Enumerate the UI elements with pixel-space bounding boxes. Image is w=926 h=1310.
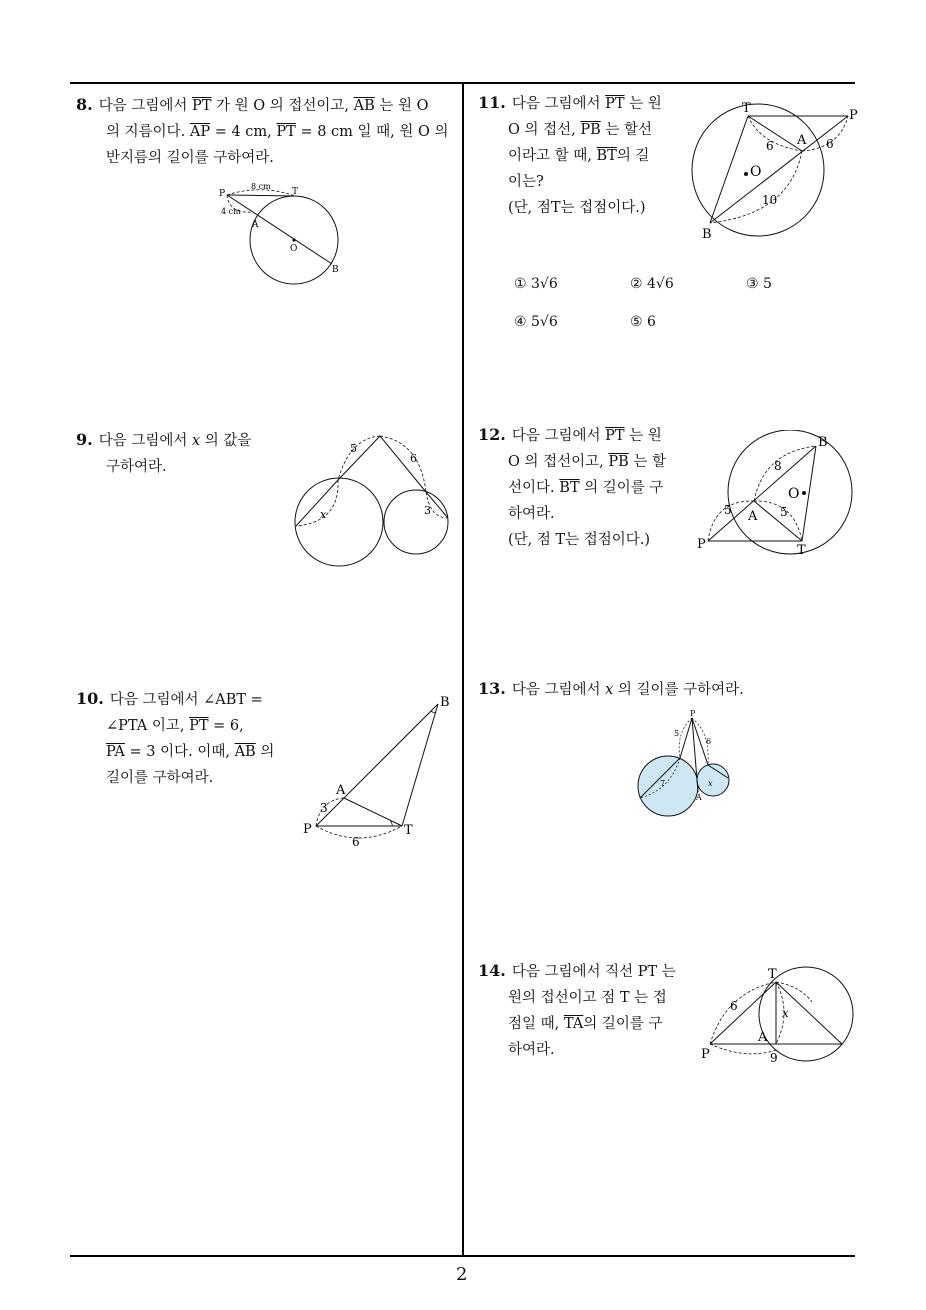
problem-8-line-1: 8. 다음 그림에서 $\overline{PT}$ 가 원 O 의 접선이고, $\overline{AB}$ 는 원 O <box>76 95 429 114</box>
problem-number: 8. <box>76 95 93 114</box>
problem-14-line-1: 14. 다음 그림에서 직선 PT 는 <box>478 961 676 980</box>
chord-bt <box>710 116 748 223</box>
label-o: O <box>788 486 800 502</box>
center-dot <box>744 172 748 176</box>
problem-11-line-1: 11. 다음 그림에서 $\overline{PT}$ 는 원 <box>478 93 662 112</box>
label-5: 5 <box>674 729 680 738</box>
label-b: B <box>818 435 828 450</box>
choice-5[interactable]: ⑤ 6 <box>630 314 656 330</box>
label-p: P <box>219 189 226 199</box>
left-circle <box>638 756 698 816</box>
label-p: P <box>849 108 858 123</box>
label-pa-length: 4 cm <box>221 207 241 216</box>
problem-10-line-2: ∠PTA 이고, $\overline{PT} = 6$, <box>106 718 244 734</box>
choice-1[interactable]: ① 3√6 <box>514 276 558 292</box>
label-a: A <box>252 220 259 230</box>
label-ta-length: 6 <box>766 139 774 153</box>
problem-9-figure <box>290 430 455 570</box>
label-6: 6 <box>410 452 417 465</box>
problem-13-line-1: 13. 다음 그림에서 x 의 길이를 구하여라. <box>478 679 744 698</box>
label-o: O <box>750 164 762 180</box>
problem-14-figure <box>696 962 861 1067</box>
choice-3[interactable]: ③ 5 <box>746 276 772 292</box>
problem-number: 9. <box>76 430 93 449</box>
left-circle <box>295 478 383 566</box>
problem-8-line-3: 반지름의 길이를 구하여라. <box>106 150 274 166</box>
label-3: 3 <box>424 504 431 517</box>
label-b: B <box>332 265 339 275</box>
problem-8 <box>76 92 461 171</box>
label-6: 6 <box>706 737 712 746</box>
problem-8-line-2: 의 지름이다. $\overline{AP} = 4$ cm, $\overline{PT} = 8$ cm 일 때, 원 O 의 <box>106 124 449 140</box>
problem-11-line-5: (단, 점T는 접점이다.) <box>508 200 646 216</box>
problem-12-line-4: 하여라. <box>508 506 555 522</box>
problem-11 <box>478 90 678 221</box>
brace-pb <box>710 1044 776 1054</box>
problem-12-line-2: O 의 접선이고, $\overline{PB}$ 는 할 <box>508 454 667 470</box>
problem-14-line-4: 하여라. <box>508 1042 555 1058</box>
secant-pb <box>227 195 332 264</box>
label-ab-length: 8 <box>774 459 782 473</box>
problem-9-line-1: 9. 다음 그림에서 x 의 값을 <box>76 430 252 449</box>
label-at-length: 5 <box>780 505 788 519</box>
label-b: B <box>440 695 450 710</box>
segment-left <box>338 436 380 480</box>
label-pt-length: 8 cm <box>251 182 271 191</box>
label-ab-length: 10 <box>762 193 778 207</box>
problem-number: 14. <box>478 961 506 980</box>
problem-9-line-2: 구하여라. <box>106 459 167 475</box>
label-x: x <box>708 779 713 788</box>
problem-11-line-4: 이는? <box>508 174 544 190</box>
problem-number: 13. <box>478 679 506 698</box>
label-pb-length: 9 <box>770 1051 778 1065</box>
label-x: x <box>782 1006 789 1020</box>
label-pa-length: 3 <box>320 801 328 815</box>
problem-14 <box>478 958 688 1063</box>
label-p: P <box>690 709 696 718</box>
problem-11-line-2: O 의 접선, $\overline{PB}$ 는 할선 <box>508 122 653 138</box>
center-dot <box>292 238 295 241</box>
problem-number: 11. <box>478 93 506 112</box>
label-a: A <box>748 509 758 524</box>
label-x: x <box>320 508 327 521</box>
problem-10-line-3: $\overline{PA} = 3$ 이다. 이때, $\overline{AB}$ 의 <box>106 744 275 760</box>
label-p: P <box>701 1047 710 1062</box>
problem-12-line-5: (단, 점 T는 접점이다.) <box>508 532 651 548</box>
label-pt-length: 6 <box>352 835 360 849</box>
right-circle <box>384 490 448 554</box>
secant-pb <box>710 116 848 223</box>
label-t: T <box>292 187 299 197</box>
label-a: A <box>696 793 702 802</box>
problem-10-figure <box>298 688 458 853</box>
column-divider <box>462 82 464 1256</box>
problem-number: 12. <box>478 425 506 444</box>
label-t: T <box>768 967 777 982</box>
problem-14-line-3: 점일 때, $\overline{TA}$의 길이를 구 <box>508 1016 663 1032</box>
problem-11-figure <box>680 98 865 243</box>
label-t: T <box>742 101 751 116</box>
problem-10 <box>76 686 286 791</box>
center-dot <box>802 491 806 495</box>
problem-12-line-3: 선이다. $\overline{BT}$ 의 길이를 구 <box>508 480 664 496</box>
problem-11-choices <box>514 276 844 336</box>
problem-9 <box>76 427 296 480</box>
problem-12-figure <box>694 430 859 560</box>
secant-pb <box>708 446 816 541</box>
choice-2[interactable]: ② 4√6 <box>630 276 674 292</box>
segment-right <box>380 436 426 492</box>
label-a: A <box>758 1030 768 1045</box>
label-p: P <box>697 537 706 552</box>
label-o: O <box>290 244 298 254</box>
label-p: P <box>303 822 312 837</box>
problem-8-figure <box>215 180 350 290</box>
problem-10-line-4: 길이를 구하여라. <box>106 770 214 786</box>
problem-11-line-3: 이라고 할 때, $\overline{BT}$의 길 <box>508 148 650 164</box>
problem-13-figure <box>630 708 740 820</box>
label-a: A <box>336 783 346 798</box>
label-a: A <box>797 133 807 148</box>
label-b: B <box>702 227 712 242</box>
label-7: 7 <box>660 779 666 788</box>
bottom-rule <box>70 1255 855 1257</box>
choice-4[interactable]: ④ 5√6 <box>514 314 558 330</box>
label-pt-length: 6 <box>730 999 738 1013</box>
tangent-pt <box>227 195 295 196</box>
page-number: 2 <box>456 1264 468 1285</box>
problem-12 <box>478 422 688 553</box>
segment-left <box>680 718 692 758</box>
label-5: 5 <box>350 442 357 455</box>
label-pa-length: 5 <box>724 503 732 517</box>
problem-number: 10. <box>76 689 104 708</box>
problem-13 <box>478 676 858 703</box>
label-t: T <box>797 543 806 558</box>
segment-at <box>344 798 402 826</box>
problem-14-line-2: 원의 접선이고 점 T 는 접 <box>508 990 667 1006</box>
label-t: T <box>404 823 413 838</box>
chord-ta <box>748 116 802 151</box>
problem-12-line-1: 12. 다음 그림에서 $\overline{PT}$ 는 원 <box>478 425 662 444</box>
problem-10-line-1: 10. 다음 그림에서 ∠ABT = <box>76 689 263 708</box>
chord-left <box>296 480 338 526</box>
label-ap-length: 6 <box>826 137 834 151</box>
